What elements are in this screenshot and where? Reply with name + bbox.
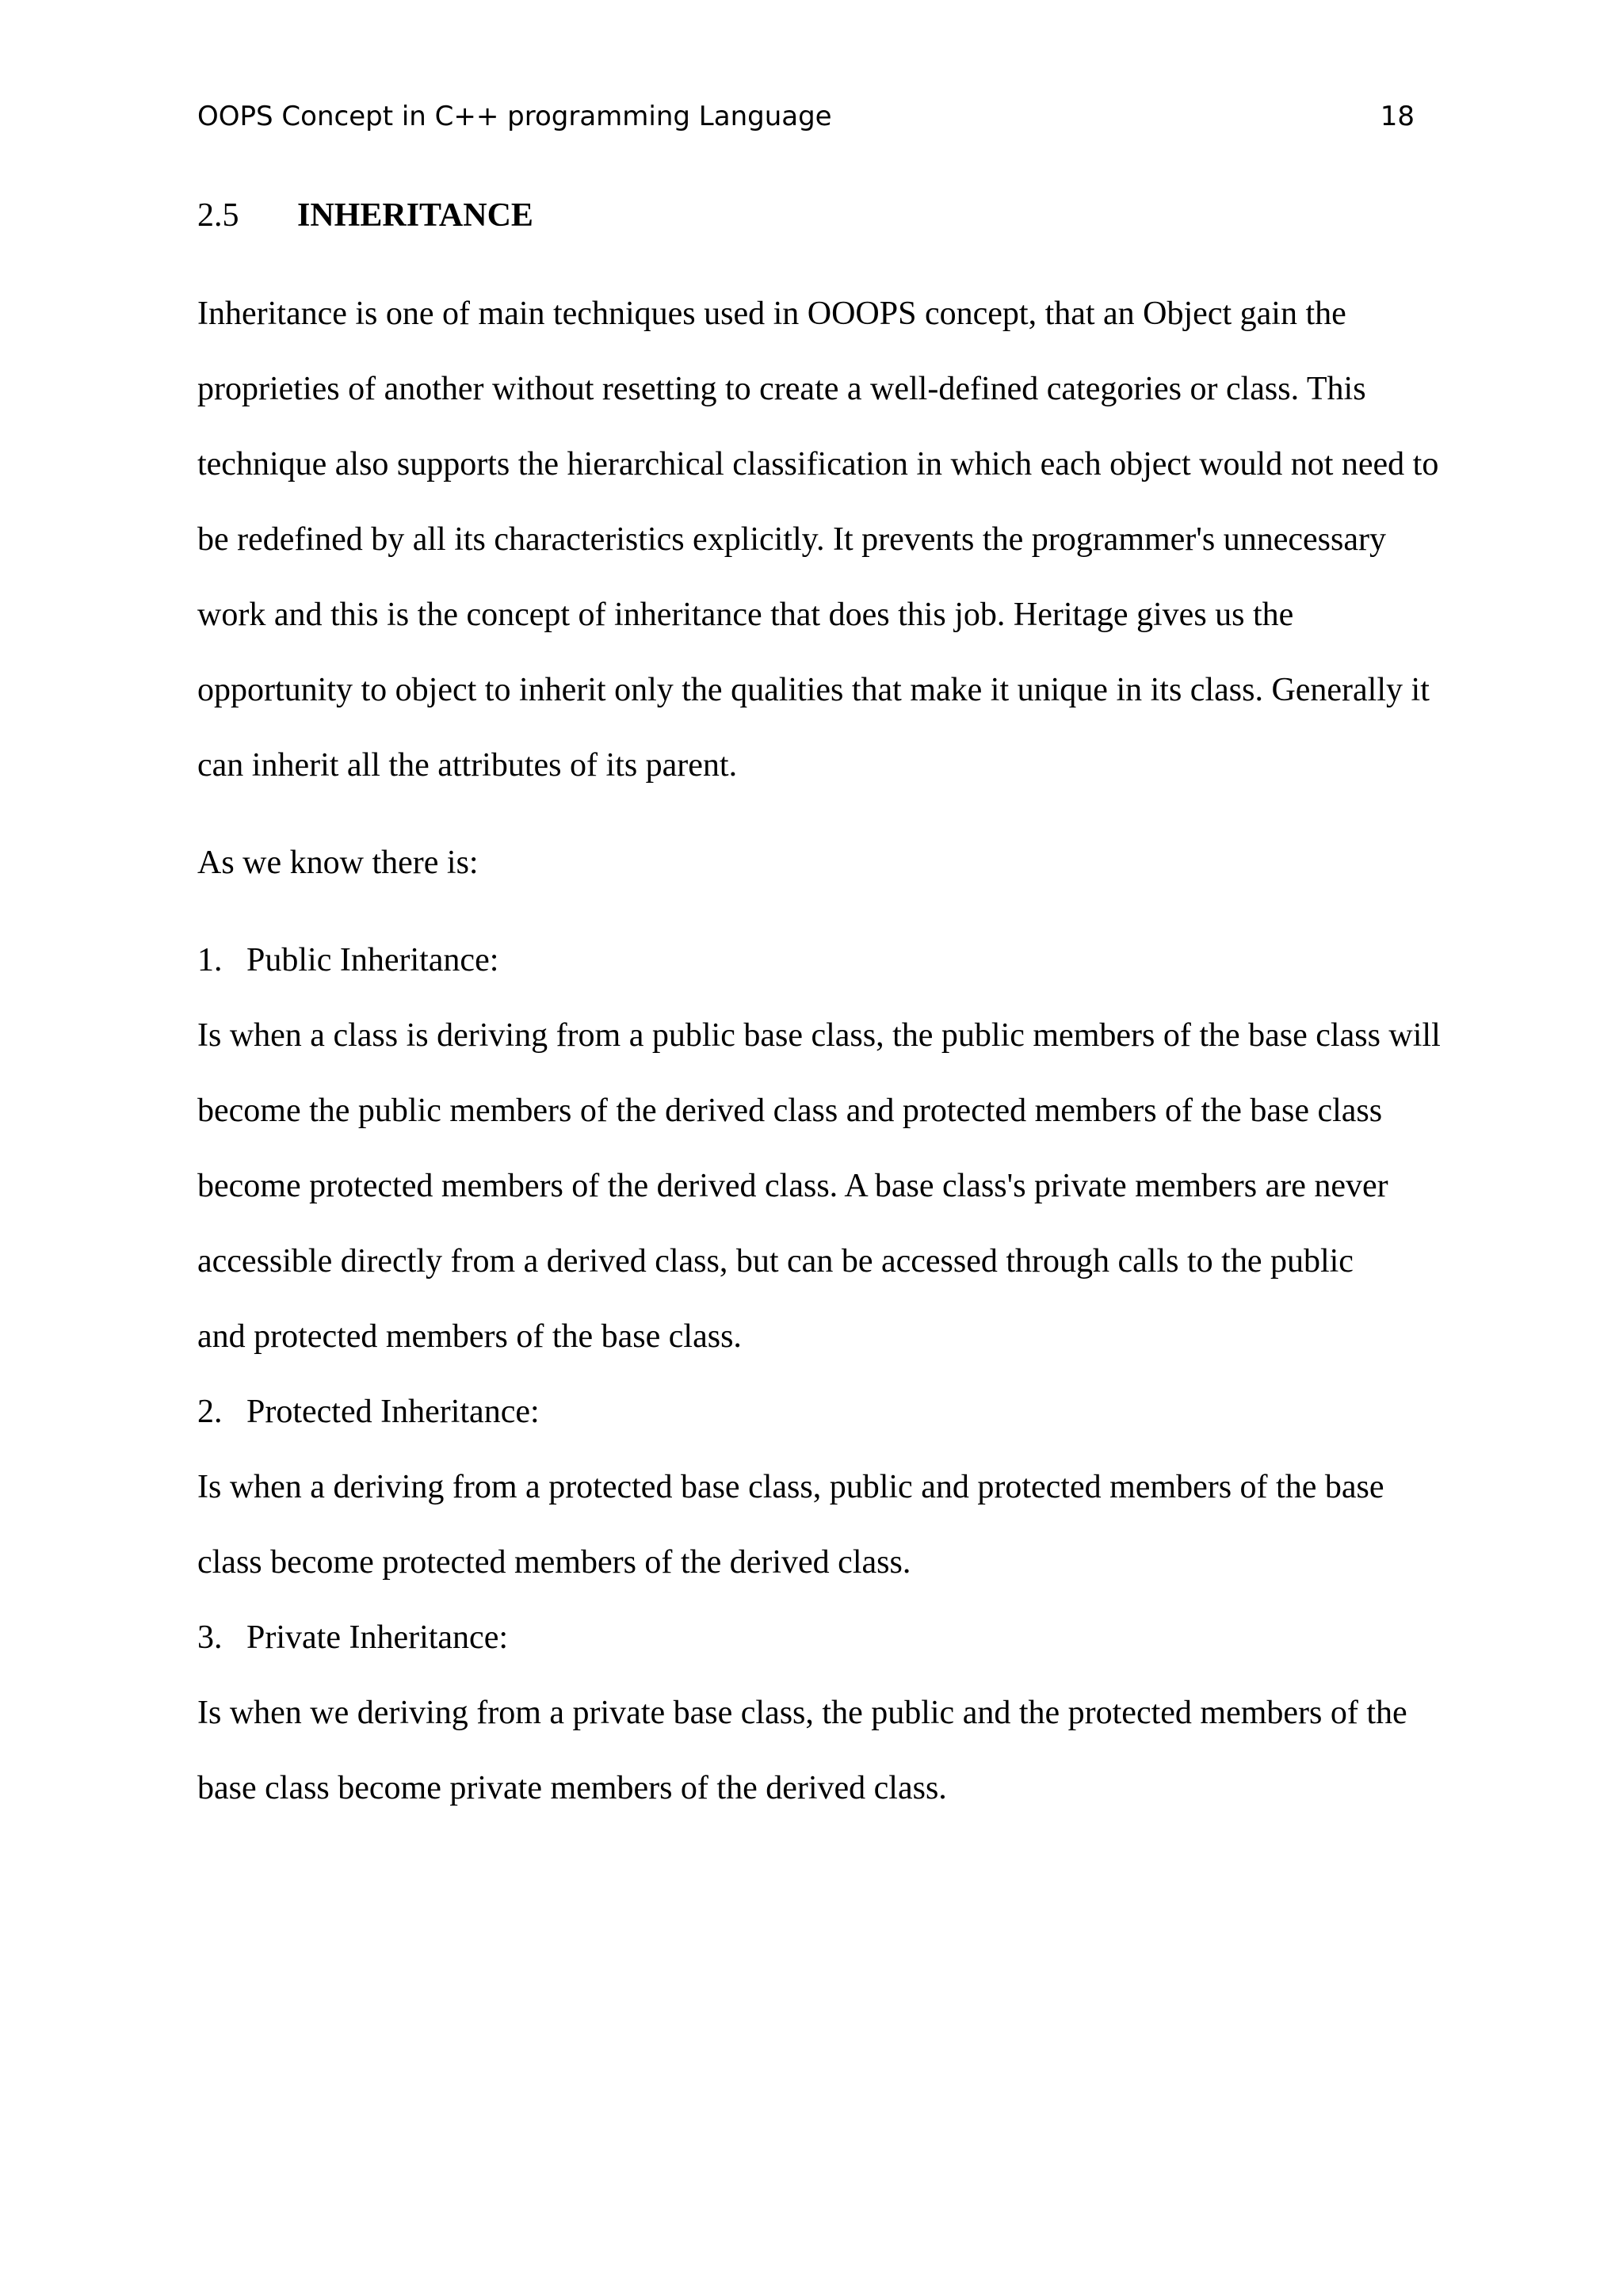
list-item-number: 1.	[197, 942, 223, 978]
section-title: INHERITANCE	[297, 197, 533, 234]
item-body-line: class become protected members of the derived class.	[197, 1544, 911, 1581]
item-body-line: Is when a deriving from a protected base class, public and protected members of the base	[197, 1469, 1384, 1505]
item-body-line: and protected members of the base class.	[197, 1318, 742, 1355]
list-item-label: Protected Inheritance:	[246, 1394, 540, 1430]
list-item-heading	[197, 1391, 911, 1432]
intro-line: Inheritance is one of main techniques used in OOOPS concept, that an Object gain the	[197, 296, 1346, 332]
list-item-label: Private Inheritance:	[246, 1619, 509, 1656]
list-item-heading	[197, 1617, 911, 1658]
list-item-number: 3.	[197, 1619, 223, 1656]
item-body-line: become protected members of the derived class. A base class's private members are never	[197, 1168, 1388, 1204]
item-body-line: accessible directly from a derived class, but can be accessed through calls to the public	[197, 1243, 1354, 1280]
intro-line: be redefined by all its characteristics explicitly. It prevents the programmer's unnecessary	[197, 521, 1386, 558]
item-body-line: Is when we deriving from a private base class, the public and the protected members of the	[197, 1695, 1407, 1731]
lead-in-text: As we know there is:	[197, 845, 479, 881]
section-number: 2.5	[197, 197, 239, 234]
list-item-number: 2.	[197, 1394, 223, 1430]
list-item-label: Public Inheritance:	[246, 942, 499, 978]
running-header	[197, 97, 1415, 136]
page-number: 18	[1380, 101, 1415, 132]
item-body-line: become the public members of the derived class and protected members of the base class	[197, 1093, 1383, 1129]
intro-line: can inherit all the attributes of its parent.	[197, 747, 738, 784]
running-title: OOPS Concept in C++ programming Language	[197, 101, 832, 132]
intro-line: work and this is the concept of inheritance that does this job. Heritage gives us the	[197, 597, 1294, 633]
list-item-heading	[197, 940, 911, 981]
intro-line: proprieties of another without resetting to create a well-defined categories or class. This	[197, 371, 1366, 407]
item-body-line: Is when a class is deriving from a public base class, the public members of the base class will	[197, 1017, 1441, 1054]
intro-line: technique also supports the hierarchical classification in which each object would not need to	[197, 446, 1439, 482]
section-heading	[197, 195, 911, 236]
item-body-line: base class become private members of the derived class.	[197, 1770, 947, 1806]
intro-line: opportunity to object to inherit only the qualities that make it unique in its class. Generally it	[197, 672, 1430, 708]
